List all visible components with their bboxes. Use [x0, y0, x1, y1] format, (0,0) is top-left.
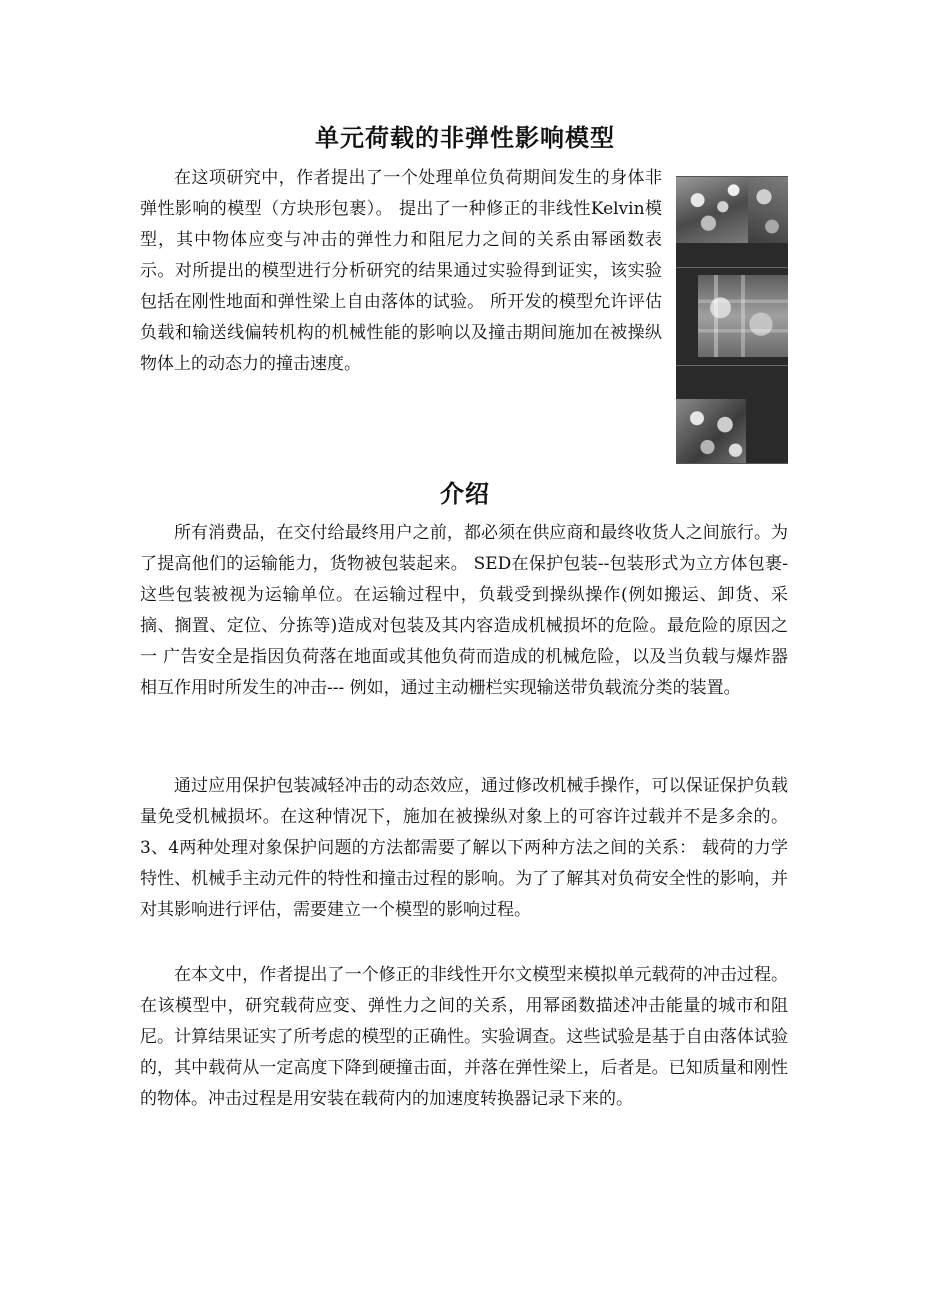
intro-paragraph: 所有消费品，在交付给最终用户之前，都必须在供应商和最终收货人之间旅行。为了提高他们的运输能力，货物被包装起来。 SED在保护包装--包装形式为立方体包裹-这些包装被视为运输单位。在运输过程中，负载受到操纵操作(例如搬运、卸货、采摘、搁置、定位、分拣等)造成对包装及其内容造成机械损坏的危险。最危险的原因之一 广告安全是指因负荷落在地面或其他负荷而造成的机械危险，以及当负载与爆炸器相互作用时所发生的冲击--- 例如，通过主动栅栏实现输送带负载流分类的装置。 [140, 523, 788, 698]
intro-paragraph: 通过应用保护包装减轻冲击的动态效应，通过修改机械手操作，可以保证保护负载量免受机械损坏。在这种情况下，施加在被操纵对象上的可容许过载并不是多余的。3、4两种处理对象保护问题的方法都需要了解以下两种方法之间的关系： 载荷的力学特性、机械手主动元件的特性和撞击过程的影响。为了了解其对负荷安全性的影响，并对其影响进行评估，需要建立一个模型的影响过程。 [140, 776, 788, 920]
decorative-photo-strip [676, 176, 788, 464]
photo-components [676, 399, 746, 463]
abstract-paragraph: 在这项研究中，作者提出了一个处理单位负荷期间发生的身体非弹性影响的模型（方块形包裹）。 提出了一种修正的非线性Kelvin模型，其中物体应变与冲击的弹性力和阻尼力之间的关系由幂函数表示。对所提出的模型进行分析研究的结果通过实验得到证实，该实验包括在刚性地面和弹性梁上自由落体的试验。 所开发的模型允许评估负载和输送线偏转机构的机械性能的影响以及撞击期间施加在被操纵物体上的动态力的撞击速度。 [140, 168, 662, 374]
photo-warehouse-boxes [698, 275, 788, 357]
photo-metal-parts-detail [748, 177, 788, 243]
photo-metal-parts [676, 177, 748, 243]
section-title-main: 单元荷载的非弹性影响模型 [315, 124, 615, 152]
section-title-introduction: 介绍 [440, 480, 490, 508]
intro-paragraph: 在本文中，作者提出了一个修正的非线性开尔文模型来模拟单元载荷的冲击过程。在该模型中，研究载荷应变、弹性力之间的关系，用幂函数描述冲击能量的城市和阻尼。计算结果证实了所考虑的模型的正确性。实验调查。这些试验是基于自由落体试验的，其中载荷从一定高度下降到硬撞击面，并落在弹性梁上，后者是。已知质量和刚性的物体。冲击过程是用安装在载荷内的加速度转换器记录下来的。 [140, 965, 788, 1109]
strip-divider [676, 365, 788, 366]
strip-divider [676, 267, 788, 268]
